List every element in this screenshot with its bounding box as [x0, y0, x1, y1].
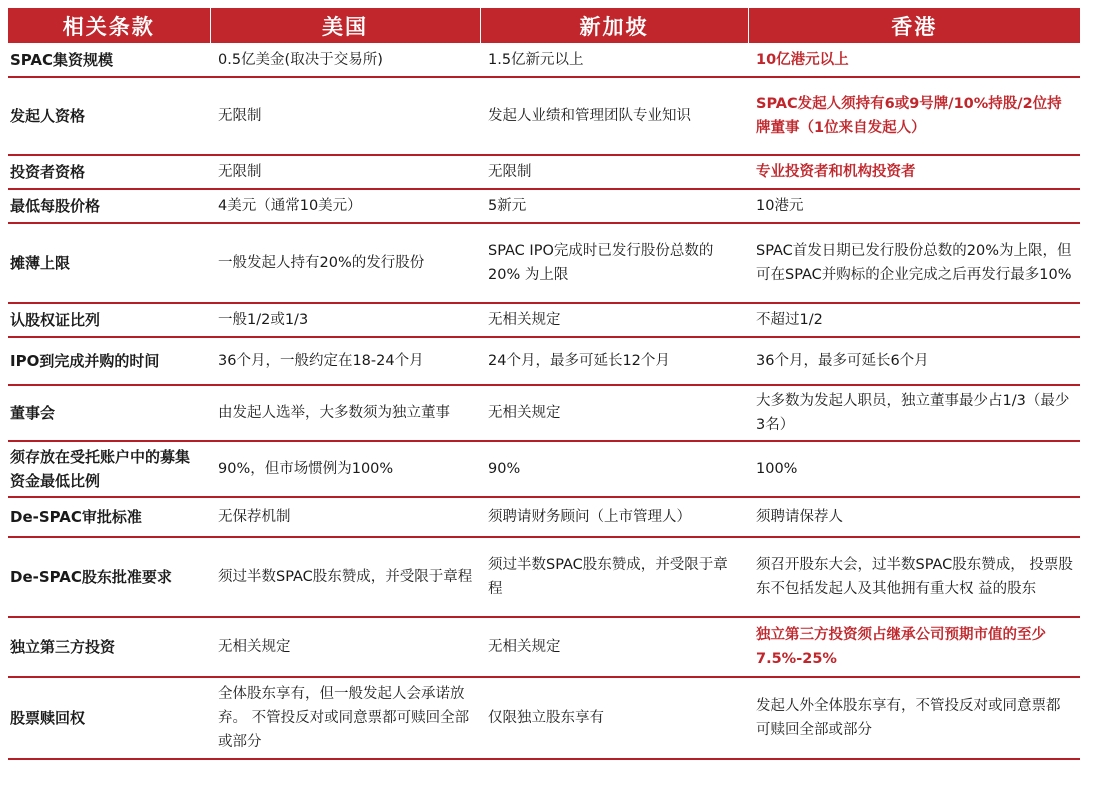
row-label: De-SPAC股东批准要求 — [8, 537, 210, 617]
cell-hongkong: 不超过1/2 — [748, 303, 1080, 337]
table-row — [8, 385, 1080, 441]
row-label: 董事会 — [8, 385, 210, 441]
row-label: 认股权证比列 — [8, 303, 210, 337]
header-singapore: 新加坡 — [480, 8, 748, 43]
table-row — [8, 43, 1080, 77]
cell-singapore: 须聘请财务顾问（上市管理人） — [480, 497, 748, 537]
cell-us: 由发起人选举，大多数须为独立董事 — [210, 385, 480, 441]
table-row — [8, 303, 1080, 337]
cell-hongkong: 发起人外全体股东享有，不管投反对或同意票都可赎回全部或部分 — [748, 677, 1080, 759]
cell-singapore: 须过半数SPAC股东赞成，并受限于章程 — [480, 537, 748, 617]
cell-hongkong: 10港元 — [748, 189, 1080, 223]
table-row — [8, 617, 1080, 677]
cell-hongkong: SPAC发起人须持有6或9号牌/10%持股/2位持牌董事（1位来自发起人） — [748, 77, 1080, 155]
table-row — [8, 337, 1080, 385]
cell-singapore: SPAC IPO完成时已发行股份总数的20% 为上限 — [480, 223, 748, 303]
cell-hongkong: SPAC首发日期已发行股份总数的20%为上限，但可在SPAC并购标的企业完成之后再发行最多10% — [748, 223, 1080, 303]
cell-hongkong: 独立第三方投资须占继承公司预期市值的至少7.5%-25% — [748, 617, 1080, 677]
cell-singapore: 1.5亿新元以上 — [480, 43, 748, 77]
row-label: IPO到完成并购的时间 — [8, 337, 210, 385]
cell-us: 无限制 — [210, 77, 480, 155]
table-row — [8, 77, 1080, 155]
row-label: 投资者资格 — [8, 155, 210, 189]
cell-singapore: 仅限独立股东享有 — [480, 677, 748, 759]
table-row — [8, 155, 1080, 189]
cell-hongkong: 10亿港元以上 — [748, 43, 1080, 77]
cell-us: 须过半数SPAC股东赞成，并受限于章程 — [210, 537, 480, 617]
row-label: 股票赎回权 — [8, 677, 210, 759]
cell-singapore: 90% — [480, 441, 748, 497]
row-label: De-SPAC审批标准 — [8, 497, 210, 537]
table-row — [8, 441, 1080, 497]
table-row — [8, 677, 1080, 759]
cell-hongkong: 须聘请保荐人 — [748, 497, 1080, 537]
cell-hongkong: 专业投资者和机构投资者 — [748, 155, 1080, 189]
table-row — [8, 223, 1080, 303]
cell-singapore: 24个月，最多可延长12个月 — [480, 337, 748, 385]
header-us: 美国 — [210, 8, 480, 43]
header-terms: 相关条款 — [8, 8, 210, 43]
table-row — [8, 497, 1080, 537]
spac-comparison-table — [8, 8, 1080, 760]
cell-singapore: 无限制 — [480, 155, 748, 189]
table-row — [8, 537, 1080, 617]
cell-singapore: 无相关规定 — [480, 617, 748, 677]
cell-us: 全体股东享有，但一般发起人会承诺放弃。 不管投反对或同意票都可赎回全部或部分 — [210, 677, 480, 759]
row-label: 摊薄上限 — [8, 223, 210, 303]
header-row — [8, 8, 1080, 43]
cell-singapore: 无相关规定 — [480, 385, 748, 441]
cell-us: 无限制 — [210, 155, 480, 189]
cell-us: 0.5亿美金(取决于交易所) — [210, 43, 480, 77]
cell-us: 90%，但市场惯例为100% — [210, 441, 480, 497]
row-label: 须存放在受托账户中的募集资金最低比例 — [8, 441, 210, 497]
table-body — [8, 43, 1080, 759]
cell-us: 4美元（通常10美元） — [210, 189, 480, 223]
table-row — [8, 189, 1080, 223]
row-label: 独立第三方投资 — [8, 617, 210, 677]
row-label: 最低每股价格 — [8, 189, 210, 223]
cell-us: 一般发起人持有20%的发行股份 — [210, 223, 480, 303]
header-hongkong: 香港 — [748, 8, 1080, 43]
cell-us: 无保荐机制 — [210, 497, 480, 537]
cell-us: 36个月，一般约定在18-24个月 — [210, 337, 480, 385]
cell-hongkong: 100% — [748, 441, 1080, 497]
row-label: SPAC集资规模 — [8, 43, 210, 77]
cell-hongkong: 36个月，最多可延长6个月 — [748, 337, 1080, 385]
cell-us: 一般1/2或1/3 — [210, 303, 480, 337]
row-label: 发起人资格 — [8, 77, 210, 155]
cell-hongkong: 须召开股东大会，过半数SPAC股东赞成， 投票股东不包括发起人及其他拥有重大权 益的股东 — [748, 537, 1080, 617]
cell-singapore: 5新元 — [480, 189, 748, 223]
cell-us: 无相关规定 — [210, 617, 480, 677]
cell-singapore: 无相关规定 — [480, 303, 748, 337]
cell-singapore: 发起人业绩和管理团队专业知识 — [480, 77, 748, 155]
cell-hongkong: 大多数为发起人职员，独立董事最少占1/3（最少3名） — [748, 385, 1080, 441]
comparison-table-container — [8, 8, 1080, 760]
